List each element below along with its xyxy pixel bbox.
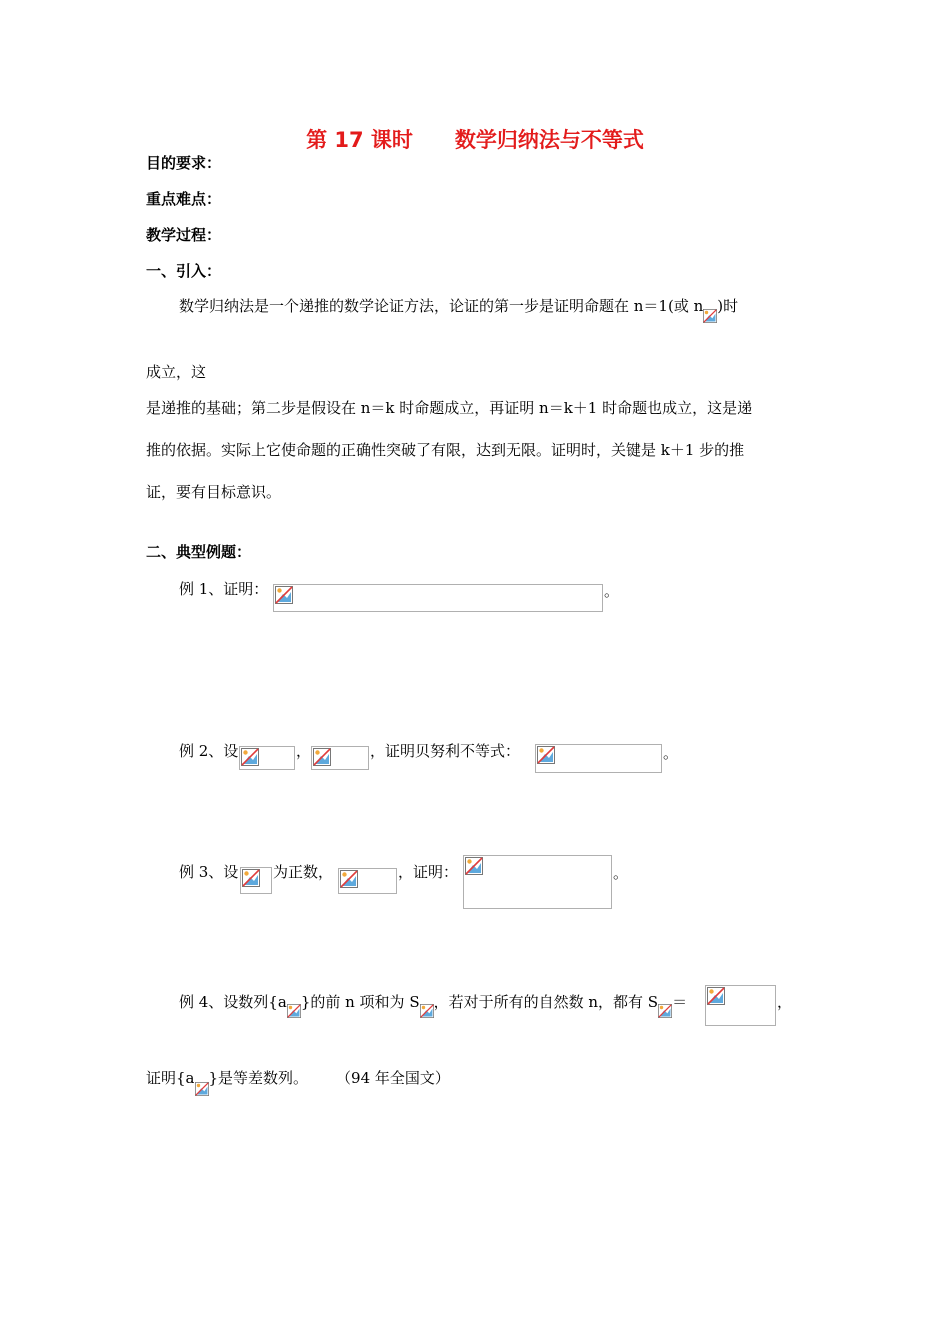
broken-image-icon: [195, 1082, 209, 1096]
broken-image-icon: [465, 857, 483, 875]
heading-process: 教学过程：: [146, 226, 222, 244]
broken-image-icon: [241, 748, 259, 766]
ex4-formula-image: [705, 985, 776, 1026]
ex4-text-2: }的前 n 项和为 S: [300, 993, 420, 1011]
intro-line-5: 证，要有目标意识。: [146, 483, 282, 501]
ex4-source: （94 年全国文）: [336, 1069, 450, 1087]
ex2-formula-image-3: [535, 744, 662, 773]
ex4-end: ，: [777, 993, 793, 1011]
inline-formula-image: [195, 1071, 209, 1093]
broken-image-icon: [658, 1004, 672, 1018]
inline-formula-image: [420, 995, 434, 1017]
broken-image-icon: [313, 748, 331, 766]
inline-formula-image: [703, 299, 717, 321]
intro-text-a: 数学归纳法是一个递推的数学论证方法，论证的第一步是证明命题在 n＝1(或 n: [179, 297, 704, 315]
broken-image-icon: [703, 309, 717, 323]
ex4-line-1: [179, 991, 687, 1017]
ex4-text-3: ，若对于所有的自然数 n，都有 S: [433, 993, 659, 1011]
ex2-formula-image-2: [311, 746, 369, 770]
ex2-end: 。: [663, 744, 679, 762]
ex4-line-2: [146, 1067, 450, 1093]
intro-text-b: )时: [717, 297, 739, 315]
ex2-formula-image-1: [239, 746, 295, 770]
heading-key-points: 重点难点：: [146, 190, 222, 208]
ex4-line2-text-b: }是等差数列。: [208, 1069, 309, 1087]
inline-formula-image: [658, 995, 672, 1017]
broken-image-icon: [340, 870, 358, 888]
ex3-formula-image-2: [338, 868, 397, 894]
ex3-text-1: 为正数，: [273, 863, 334, 881]
ex4-text-1: 例 4、设数列{a: [179, 993, 287, 1011]
intro-line-3: 是递推的基础；第二步是假设在 n＝k 时命题成立，再证明 n＝k＋1 时命题也成立，这是递: [146, 399, 753, 417]
ex4-equals: ＝: [672, 993, 688, 1011]
ex2-label: 例 2、设: [179, 742, 239, 760]
intro-line-1: [179, 295, 738, 321]
broken-image-icon: [287, 1004, 301, 1018]
ex3-end: 。: [613, 864, 629, 882]
broken-image-icon: [707, 987, 725, 1005]
ex3-formula-image-3: [463, 855, 612, 909]
heading-examples: 二、典型例题：: [146, 543, 252, 561]
inline-formula-image: [287, 995, 301, 1017]
broken-image-icon: [420, 1004, 434, 1018]
ex1-formula-image: [273, 584, 603, 612]
ex3-text-2: ，证明：: [398, 863, 459, 881]
ex4-line2-text-a: 证明{a: [146, 1069, 195, 1087]
page-title: 第 17 课时 数学归纳法与不等式: [306, 128, 644, 152]
ex2-comma: ，: [296, 742, 312, 760]
broken-image-icon: [242, 869, 260, 887]
heading-objectives: 目的要求：: [146, 154, 222, 172]
ex2-text: ，证明贝努利不等式：: [370, 742, 521, 760]
intro-line-2: 成立，这: [146, 363, 207, 381]
broken-image-icon: [275, 586, 293, 604]
ex3-label: 例 3、设: [179, 863, 239, 881]
ex1-label: 例 1、证明：: [179, 580, 269, 598]
heading-intro: 一、引入：: [146, 262, 222, 280]
intro-line-4: 推的依据。实际上它使命题的正确性突破了有限，达到无限。证明时，关键是 k＋1 步的推: [146, 441, 745, 459]
ex1-end: 。: [604, 582, 620, 600]
broken-image-icon: [537, 746, 555, 764]
ex3-formula-image-1: [240, 867, 272, 894]
